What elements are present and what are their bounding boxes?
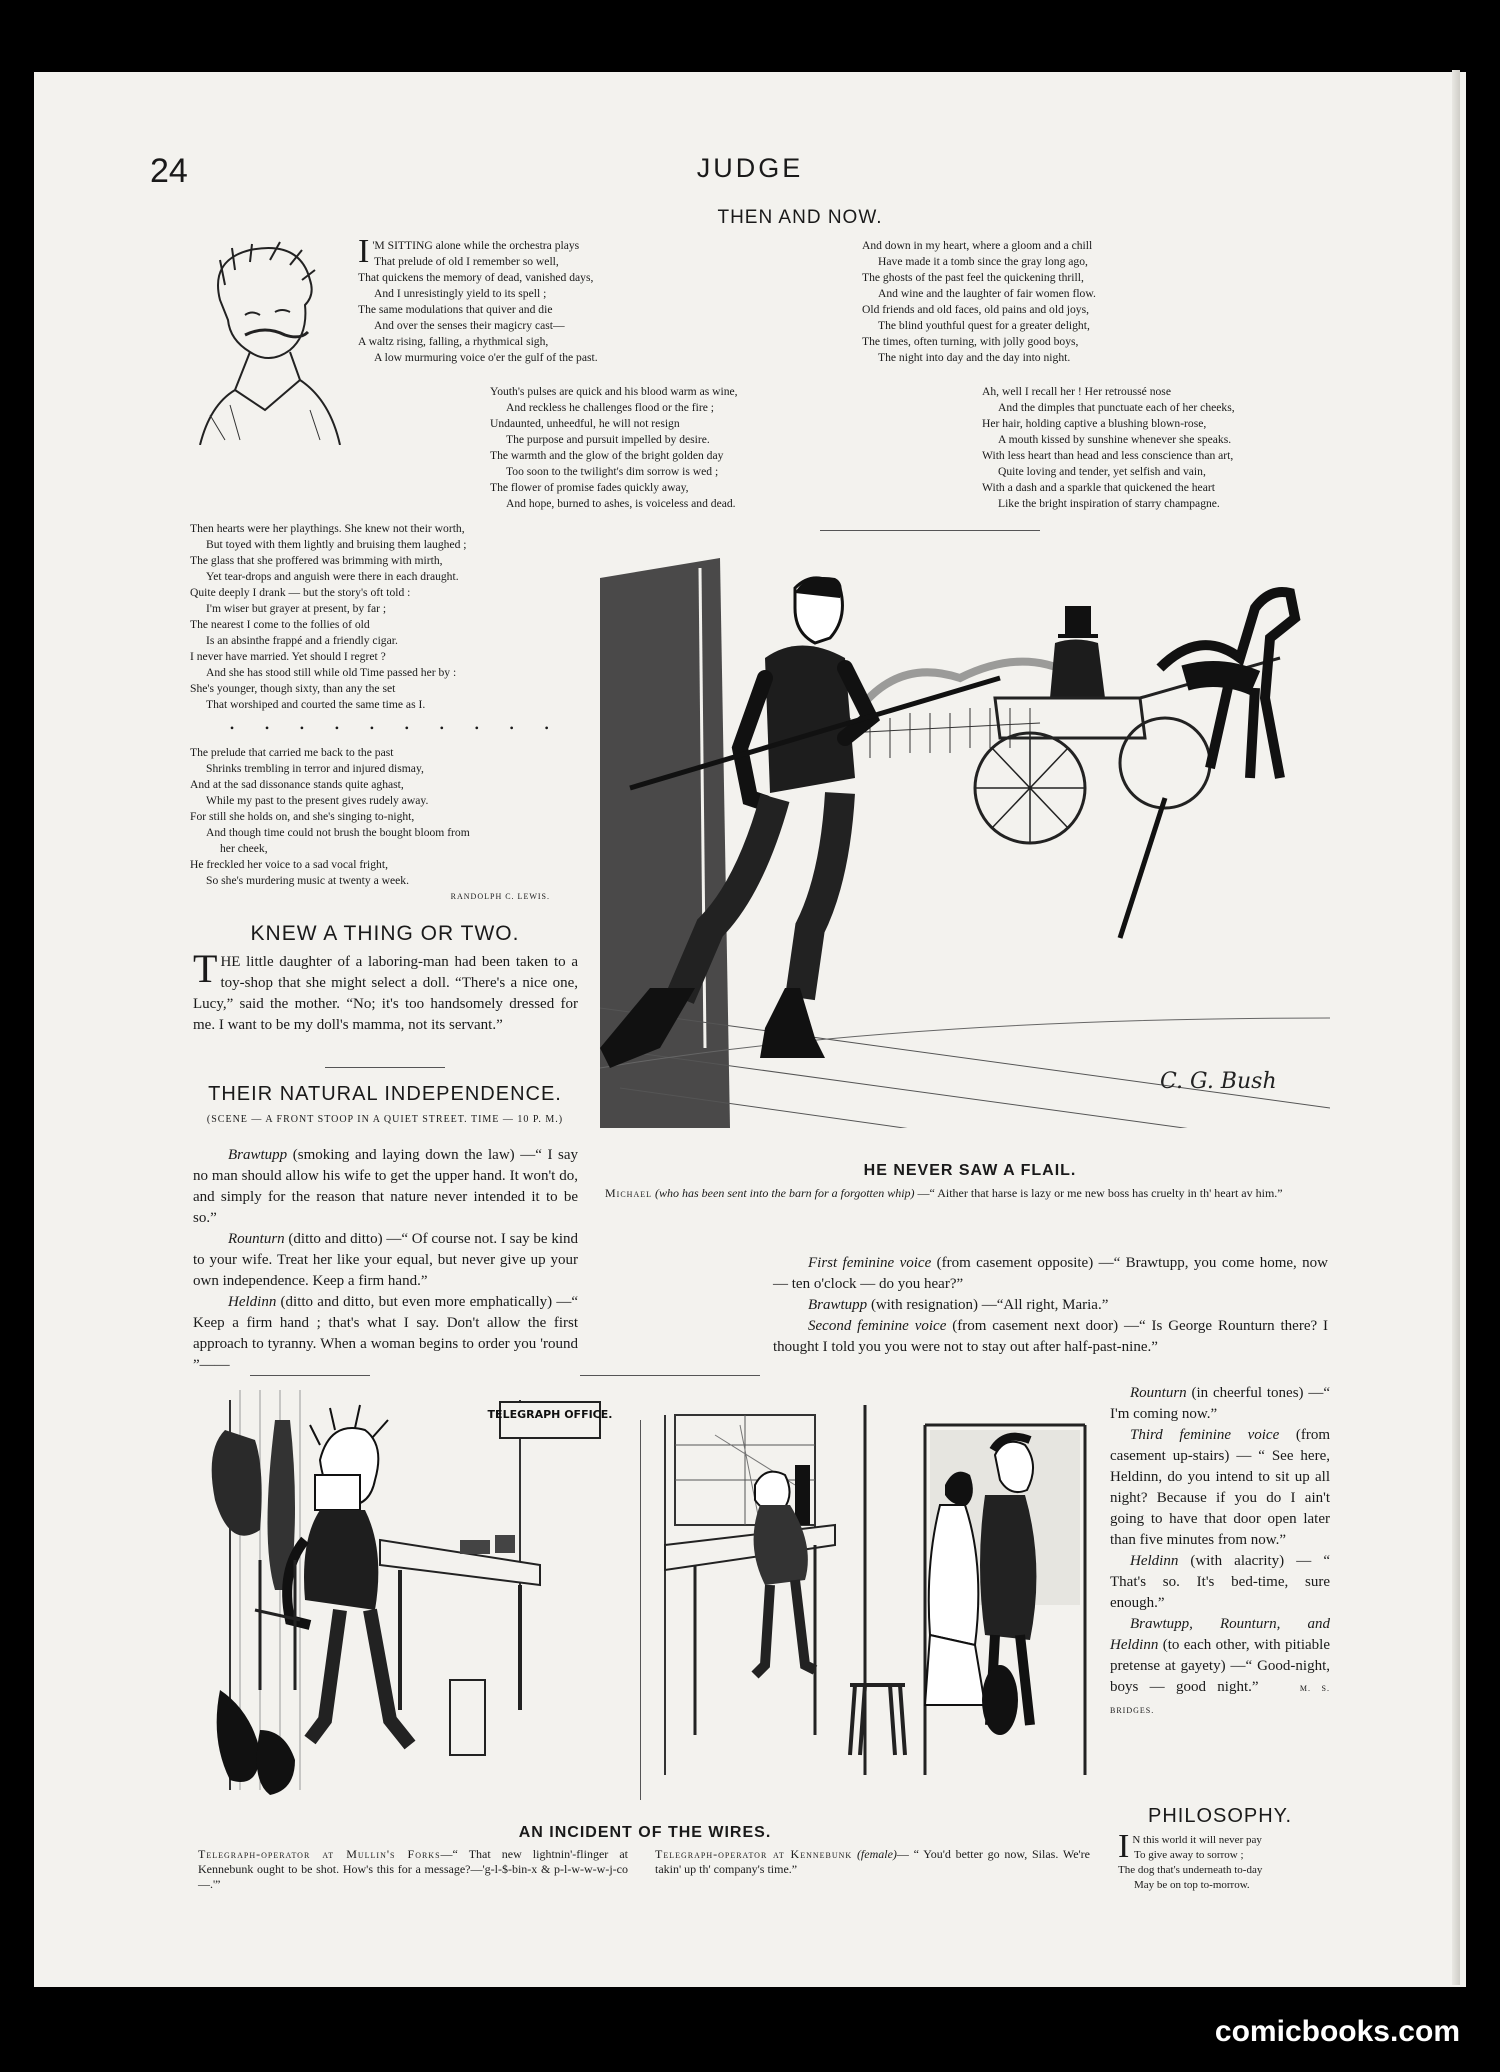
poem-line: And reckless he challenges flood or the fire ;: [506, 401, 714, 414]
speech: —“ Aither that harse is lazy or me new boss has cruelty in th' heart av him.”: [914, 1186, 1283, 1200]
poem-line: The nearest I come to the follies of old: [190, 618, 370, 631]
poem-line: Ah, well I recall her ! Her retroussé nose: [982, 385, 1171, 398]
poem-line: He freckled her voice to a sad vocal fright,: [190, 858, 388, 871]
poem-line: Yet tear-drops and anguish were there in each draught.: [206, 570, 459, 583]
speaker-name: Rounturn: [1130, 1385, 1187, 1401]
article-title-independence: THEIR NATURAL INDEPENDENCE.: [208, 1083, 562, 1105]
masthead: JUDGE: [696, 153, 804, 183]
page-binding-shadow: [1466, 60, 1500, 1990]
poem-line: That quickens the memory of dead, vanished days,: [358, 271, 594, 284]
article-body-independence-right: [773, 1253, 1328, 1358]
poem-line: The purpose and pursuit impelled by desire.: [506, 433, 710, 446]
wires-caption-title: AN INCIDENT OF THE WIRES.: [518, 1824, 772, 1841]
poem-line: And the dimples that punctuate each of her cheeks,: [998, 401, 1235, 414]
poem-line: But toyed with them lightly and bruising them laughed ;: [206, 538, 467, 551]
flail-caption-title: HE NEVER SAW A FLAIL.: [863, 1162, 1077, 1179]
speaker-name: Telegraph-operator at Kennebunk: [655, 1847, 853, 1861]
poem-line: And she has stood still while old Time passed her by :: [206, 666, 457, 679]
poem-line: Is an absinthe frappé and a friendly cigar.: [206, 634, 398, 647]
poem-line: her cheek,: [220, 842, 268, 855]
poem-line: With less heart than head and less conscience than art,: [982, 449, 1234, 462]
page-edge: [1452, 70, 1460, 1985]
poem-stanza-5: [190, 521, 580, 905]
article-body-independence-left: [193, 1145, 578, 1376]
panel-divider: [640, 1420, 641, 1800]
poem-line: The flower of promise fades quickly away,: [490, 481, 689, 494]
poem-stanza-3: [490, 384, 830, 512]
speech: (ditto and ditto, but even more emphatically) —“ Keep a firm hand ; that's what I say. Don't allow the first approach to tyranny. When a woman begins to order you 'round ”——: [193, 1294, 578, 1373]
drop-cap: I: [358, 233, 370, 270]
speaker-name: Heldinn: [1130, 1553, 1179, 1569]
poem-stanza-4: [982, 384, 1322, 512]
poem-line: And though time could not brush the bought bloom from: [206, 826, 470, 839]
speaker-name: Michael: [605, 1186, 652, 1200]
poem-stanza-2: [862, 238, 1202, 366]
telegraph-office-sign: TELEGRAPH OFFICE.: [487, 1408, 613, 1421]
site-watermark: comicbooks.com: [1214, 2015, 1460, 2048]
poem-line: Quite deeply I drank — but the story's oft told :: [190, 586, 411, 599]
poem-line: That worshiped and courted the same time as I.: [206, 698, 426, 711]
speaker-name: Heldinn: [228, 1294, 277, 1310]
article-text: HE little daughter of a laboring-man had been taken to a toy-shop that she might select a doll. “There's a nice one, Lucy,” said the mother. “No; it's too handsomely dressed for me. I want to be my doll's mamma, not its servant.”: [193, 954, 578, 1033]
poem-line: And hope, burned to ashes, is voiceless and dead.: [506, 497, 736, 510]
philosophy-poem: [1118, 1828, 1338, 1893]
wires-illustration-right: [655, 1405, 1095, 1805]
poem-line: N this world it will never pay: [1132, 1834, 1262, 1846]
poem-line: A low murmuring voice o'er the gulf of the past.: [374, 351, 598, 364]
poem-line: The glass that she proffered was brimming with mirth,: [190, 554, 443, 567]
poem-line: The prelude that carried me back to the past: [190, 746, 394, 759]
speech: —“ That new lightnin'-flinger at Kennebunk ought to be shot. How's this for a message?—'g-l-$-bin-x & p-l-w-w-w-j-co—.'”: [198, 1847, 628, 1891]
drop-cap: T: [193, 946, 218, 991]
poem-line: Her hair, holding captive a blushing blown-rose,: [982, 417, 1207, 430]
speech: (in cheerful tones) —“ I'm coming now.”: [1110, 1385, 1330, 1422]
article-title-knew: KNEW A THING OR TWO.: [250, 922, 520, 945]
divider: [250, 1375, 370, 1376]
poem-line: May be on top to-morrow.: [1134, 1879, 1250, 1891]
poem-line: So she's murdering music at twenty a week.: [206, 874, 410, 887]
speech: (with alacrity) — “ That's so. It's bed-time, sure enough.”: [1110, 1553, 1330, 1611]
poem-line: Old friends and old faces, old pains and old joys,: [862, 303, 1090, 316]
divider: [325, 1067, 445, 1068]
poem-line: And down in my heart, where a gloom and a chill: [862, 239, 1093, 252]
divider: [820, 530, 1040, 531]
poem-line: Like the bright inspiration of starry champagne.: [998, 497, 1220, 510]
poem-line: The dog that's underneath to-day: [1118, 1864, 1263, 1876]
wires-caption-left: [198, 1847, 628, 1892]
speech: (from casement next door) —“ Is George Rounturn there? I thought I told you you were not to stay out after half-past-nine.”: [773, 1318, 1329, 1355]
poem-line: Youth's pulses are quick and his blood warm as wine,: [490, 385, 738, 398]
poem-line: With a dash and a sparkle that quickened the heart: [982, 481, 1215, 494]
portrait-sketch: [190, 240, 350, 445]
speech: (smoking and laying down the law) —“ I say no man should allow his wife to get the upper hand. It won't do, and simply for the reason that nature never intended it to be so.”: [193, 1147, 578, 1226]
speaker-name: First feminine voice: [808, 1255, 932, 1271]
poem-line: To give away to sorrow ;: [1134, 1849, 1244, 1861]
poem-line: The night into day and the day into night.: [878, 351, 1071, 364]
artist-signature: C. G. Bush: [1160, 1069, 1277, 1094]
speaker-name: Rounturn: [228, 1231, 285, 1247]
poem-line: While my past to the present gives rudely away.: [206, 794, 429, 807]
stage-direction: (female): [856, 1847, 897, 1861]
poem-title: THEN AND NOW.: [717, 207, 883, 228]
speech: (ditto and ditto) —“ Of course not. I say be kind to your wife. Treat her like your equal, but never give up your own independence. Keep a firm hand.”: [193, 1231, 578, 1289]
speech: (to each other, with pitiable pretense at gayety) —“ Good-night, boys — good night.”: [1110, 1637, 1330, 1695]
flail-caption: [605, 1186, 1330, 1201]
speech: (from casement up-stairs) — “ See here, Heldinn, do you intend to sit up all night? Because if you do I ain't going to have that door open later than five minutes from now.”: [1110, 1427, 1330, 1548]
poem-line: The times, often turning, with jolly good boys,: [862, 335, 1079, 348]
wires-caption-right: [655, 1847, 1090, 1877]
speaker-name: Brawtupp, Rounturn, and Heldinn: [1110, 1616, 1330, 1653]
poem-line: That prelude of old I remember so well,: [374, 255, 559, 268]
speaker-name: Brawtupp: [808, 1297, 868, 1313]
poem-line: And over the senses their magicry cast—: [374, 319, 565, 332]
poem-line: The ghosts of the past feel the quickening thrill,: [862, 271, 1084, 284]
poem-line: Shrinks trembling in terror and injured dismay,: [206, 762, 424, 775]
poem-line: Undaunted, unheedful, he will not resign: [490, 417, 680, 430]
poem-line: A waltz rising, falling, a rhythmical sigh,: [358, 335, 549, 348]
speaker-name: Telegraph-operator at Mullin's Forks: [198, 1847, 441, 1861]
scene-direction: (SCENE — A FRONT STOOP IN A QUIET STREET. TIME — 10 P. M.): [206, 1114, 564, 1125]
poem-author: RANDOLPH C. LEWIS.: [450, 892, 550, 901]
flail-illustration: [600, 548, 1330, 1128]
article-body-knew: [193, 946, 578, 1036]
poem-line: The same modulations that quiver and die: [358, 303, 553, 316]
poem-line: The warmth and the glow of the bright golden day: [490, 449, 724, 462]
speech: (from casement opposite) —“ Brawtupp, you come home, now — ten o'clock — do you hear?”: [773, 1255, 1328, 1292]
poem-line: For still she holds on, and she's singing to-night,: [190, 810, 415, 823]
speaker-name: Second feminine voice: [808, 1318, 947, 1334]
poem-line: Have made it a tomb since the gray long ago,: [878, 255, 1088, 268]
poem-line: 'M SITTING alone while the orchestra plays: [372, 239, 580, 252]
speaker-name: Third feminine voice: [1130, 1427, 1280, 1443]
poem-line: I never have married. Yet should I regret ?: [190, 650, 386, 663]
article-title-philosophy: PHILOSOPHY.: [1147, 1805, 1293, 1827]
poem-line: And wine and the laughter of fair women flow.: [878, 287, 1096, 300]
drop-cap: I: [1118, 1828, 1130, 1865]
poem-line: A mouth kissed by sunshine whenever she speaks.: [998, 433, 1232, 446]
speech: — “ You'd better go now, Silas. We're takin' up th' company's time.”: [655, 1847, 1091, 1876]
divider: [580, 1375, 760, 1376]
page-number: 24: [150, 152, 188, 190]
article-author: M. S. BRIDGES.: [1110, 1684, 1331, 1715]
speaker-name: Brawtupp: [228, 1147, 288, 1163]
speech: (with resignation) —“All right, Maria.”: [867, 1297, 1109, 1313]
section-stars: • • • • • • • • • •: [230, 722, 563, 735]
article-body-independence-column: [1110, 1383, 1330, 1721]
poem-line: The blind youthful quest for a greater delight,: [878, 319, 1090, 332]
poem-line: She's younger, though sixty, than any the set: [190, 682, 396, 695]
poem-stanza-1: [358, 233, 688, 366]
poem-line: Too soon to the twilight's dim sorrow is wed ;: [506, 465, 719, 478]
poem-line: Quite loving and tender, yet selfish and vain,: [998, 465, 1206, 478]
poem-line: And at the sad dissonance stands quite aghast,: [190, 778, 404, 791]
poem-line: Then hearts were her playthings. She knew not their worth,: [190, 522, 465, 535]
wires-illustration-left: [200, 1390, 620, 1800]
poem-line: I'm wiser but grayer at present, by far ;: [206, 602, 387, 615]
poem-line: And I unresistingly yield to its spell ;: [374, 287, 547, 300]
stage-direction: (who has been sent into the barn for a forgotten whip): [655, 1186, 915, 1200]
